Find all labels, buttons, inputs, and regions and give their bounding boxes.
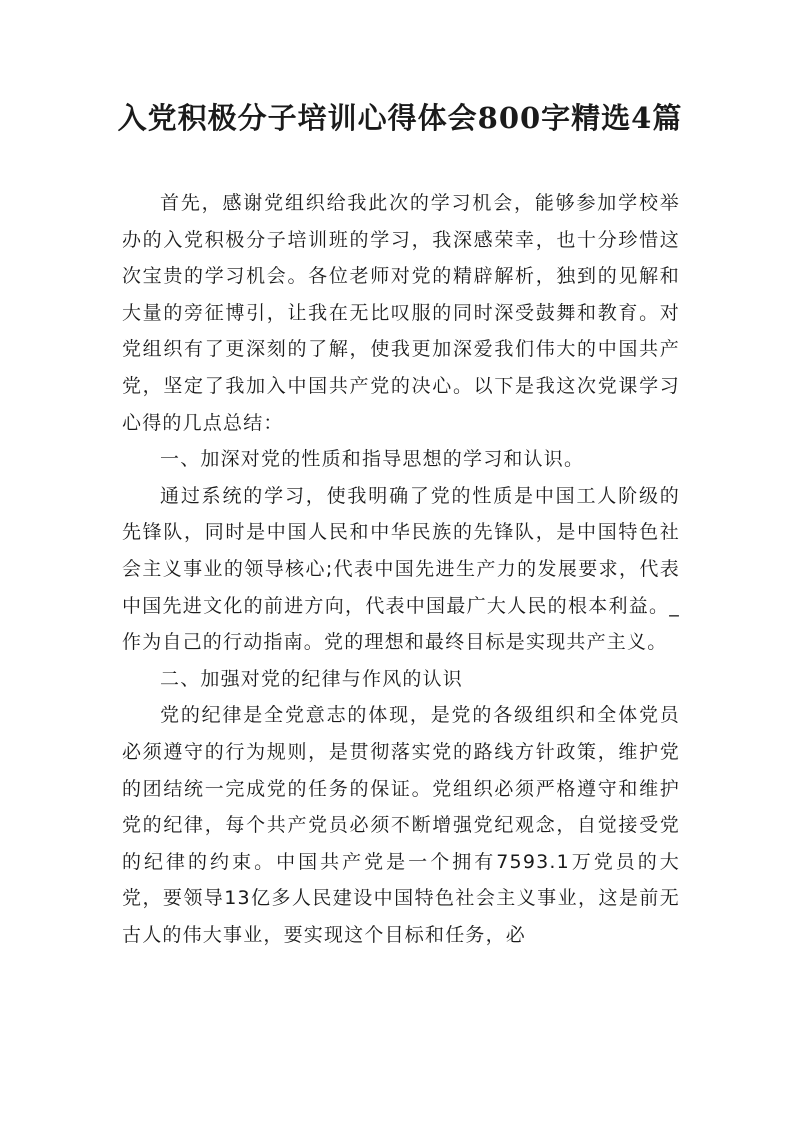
document-body xyxy=(122,185,680,953)
section-heading-1: 一、加深对党的性质和指导思想的学习和认识。 xyxy=(160,448,585,471)
document-title: 入党积极分子培训心得体会800字精选4篇 xyxy=(117,101,683,135)
paragraph-party-discipline: 党的纪律是全党意志的体现，是党的各级组织和全体党员必须遵守的行为规则，是贯彻落实党的路线方针政策，维护党的团结统一完成党的任务的保证。党组织必须严格遵守和维护党的纪律，每个共产党员必须不断增强党纪观念，自觉接受党的纪律的约束。中国共产党是一个拥有7593.1万党员的大党，要领导13亿多人民建设中国特色社会主义事业，这是前无古人的伟大事业，要实现这个目标和任务，必 xyxy=(122,704,680,946)
section-heading-2: 二、加强对党的纪律与作风的认识 xyxy=(160,667,464,690)
paragraph-intro: 首先，感谢党组织给我此次的学习机会，能够参加学校举办的入党积极分子培训班的学习，我深感荣幸，也十分珍惜这次宝贵的学习机会。各位老师对党的精辟解析，独到的见解和大量的旁征博引，让我在无比叹服的同时深受鼓舞和教育。对党组织有了更深刻的了解，使我更加深爱我们伟大的中国共产党，坚定了我加入中国共产党的决心。以下是我这次党课学习心得的几点总结： xyxy=(122,192,680,434)
paragraph-party-nature: 通过系统的学习，使我明确了党的性质是中国工人阶级的先锋队，同时是中国人民和中华民族的先锋队，是中国特色社会主义事业的领导核心;代表中国先进生产力的发展要求，代表中国先进文化的前进方向，代表中国最广大人民的根本利益。_作为自己的行动指南。党的理想和最终目标是实现共产主义。 xyxy=(122,484,680,654)
